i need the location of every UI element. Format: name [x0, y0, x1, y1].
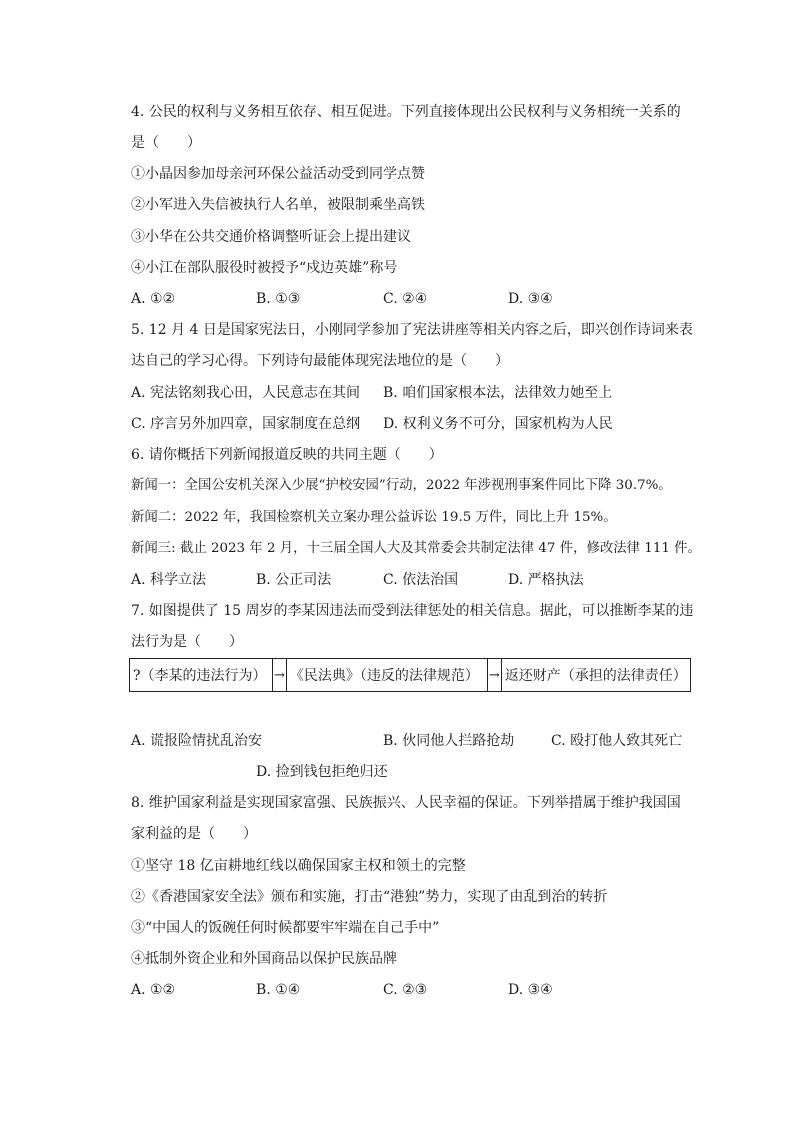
- q4-option-a: A. ①②: [131, 291, 176, 307]
- q8-item-2: ②《香港国家安全法》颁布和实施，打击“港独”势力，实现了由乱到治的转折: [131, 889, 608, 905]
- q6-option-c: C. 依法治国: [383, 572, 459, 588]
- q6-option-b: B. 公正司法: [256, 572, 332, 588]
- q4-item-1: ①小晶因参加母亲河环保公益活动受到同学点赞: [131, 166, 425, 182]
- q4-item-3: ③小华在公共交通价格调整听证会上提出建议: [131, 229, 411, 245]
- q4-item-4: ④小江在部队服役时被授予“戍边英雄”称号: [131, 260, 398, 276]
- q4-option-c: C. ②④: [383, 291, 428, 307]
- q7-flow-cell-law: 《民法典》（违反的法律规范）: [287, 659, 488, 691]
- q4-stem-line1: 4. 公民的权利与义务相互依存、相互促进。下列直接体现出公民权利与义务相统一关系的: [131, 104, 681, 120]
- q7-stem-line1: 7. 如图提供了 15 周岁的李某因违法而受到法律惩处的相关信息。据此，可以推断李某的违: [131, 603, 694, 619]
- q6-stem: 6. 请你概括下列新闻报道反映的共同主题（ ）: [131, 447, 443, 463]
- q8-option-d: D. ③④: [508, 982, 553, 998]
- q5-stem-line1: 5. 12 月 4 日是国家宪法日，小刚同学参加了宪法讲座等相关内容之后，即兴创作诗词来表: [131, 322, 693, 338]
- q4-option-b: B. ①③: [256, 291, 301, 307]
- q5-option-c: C. 序言另外加四章，国家制度在总纲: [131, 416, 361, 432]
- q5-option-b: B. 咱们国家根本法，法律效力她至上: [383, 385, 613, 401]
- q6-news-1: 新闻一：全国公安机关深入少展“护校安园”行动，2022 年涉视刑事案件同比下降 30.7%。: [131, 478, 672, 493]
- q6-option-a: A. 科学立法: [131, 572, 207, 588]
- q7-stem-line2: 法行为是（ ）: [131, 634, 243, 650]
- q7-option-d: D. 捡到钱包拒绝归还: [256, 764, 388, 780]
- q8-option-a: A. ①②: [131, 982, 176, 998]
- q6-option-d: D. 严格执法: [508, 572, 584, 588]
- q5-option-a: A. 宪法铭刻我心田，人民意志在其间: [131, 385, 361, 401]
- q8-option-b: B. ①④: [256, 982, 301, 998]
- q7-flow-cell-violation: ?（李某的违法行为）: [130, 659, 273, 691]
- q6-news-2: 新闻二：2022 年，我国检察机关立案办理公益诉讼 19.5 万件，同比上升 15%。: [131, 510, 617, 525]
- q6-news-3: 新闻三: 截止 2023 年 2 月，十三届全国人大及其常委会共制定法律 47 件，修改法律 111 件。: [131, 541, 701, 556]
- q7-option-b: B. 伙同他人拦路抢劫: [383, 733, 515, 749]
- q5-option-d: D. 权利义务不可分，国家机构为人民: [383, 416, 613, 432]
- q8-item-3: ③“中国人的饭碗任何时候都要牢牢端在自己手中”: [131, 920, 440, 936]
- q7-flow-cell-liability: 返还财产（承担的法律责任）: [504, 668, 687, 684]
- q4-option-d: D. ③④: [508, 291, 553, 307]
- q8-stem-line2: 家利益的是（ ）: [131, 826, 257, 842]
- q7-flow-arrow-2: →: [488, 659, 502, 691]
- q8-item-1: ①坚守 18 亿亩耕地红线以确保国家主权和领土的完整: [131, 858, 466, 874]
- q7-flow-diagram: [129, 658, 691, 692]
- q7-option-a: A. 谎报险情扰乱治安: [131, 733, 263, 749]
- q8-stem-line1: 8. 维护国家利益是实现国家富强、民族振兴、人民幸福的保证。下列举措属于维护我国国: [131, 795, 681, 811]
- q4-item-2: ②小军进入失信被执行人名单，被限制乘坐高铁: [131, 197, 425, 213]
- q7-option-c: C. 殴打他人致其死亡: [551, 733, 683, 749]
- q7-flow-arrow-1: →: [273, 659, 287, 691]
- q5-stem-line2: 达自己的学习心得。下列诗句最能体现宪法地位的是（ ）: [131, 353, 509, 369]
- q8-item-4: ④抵制外资企业和外国商品以保护民族品牌: [131, 951, 397, 967]
- q4-stem-line2: 是（ ）: [131, 135, 201, 151]
- q8-option-c: C. ②③: [383, 982, 428, 998]
